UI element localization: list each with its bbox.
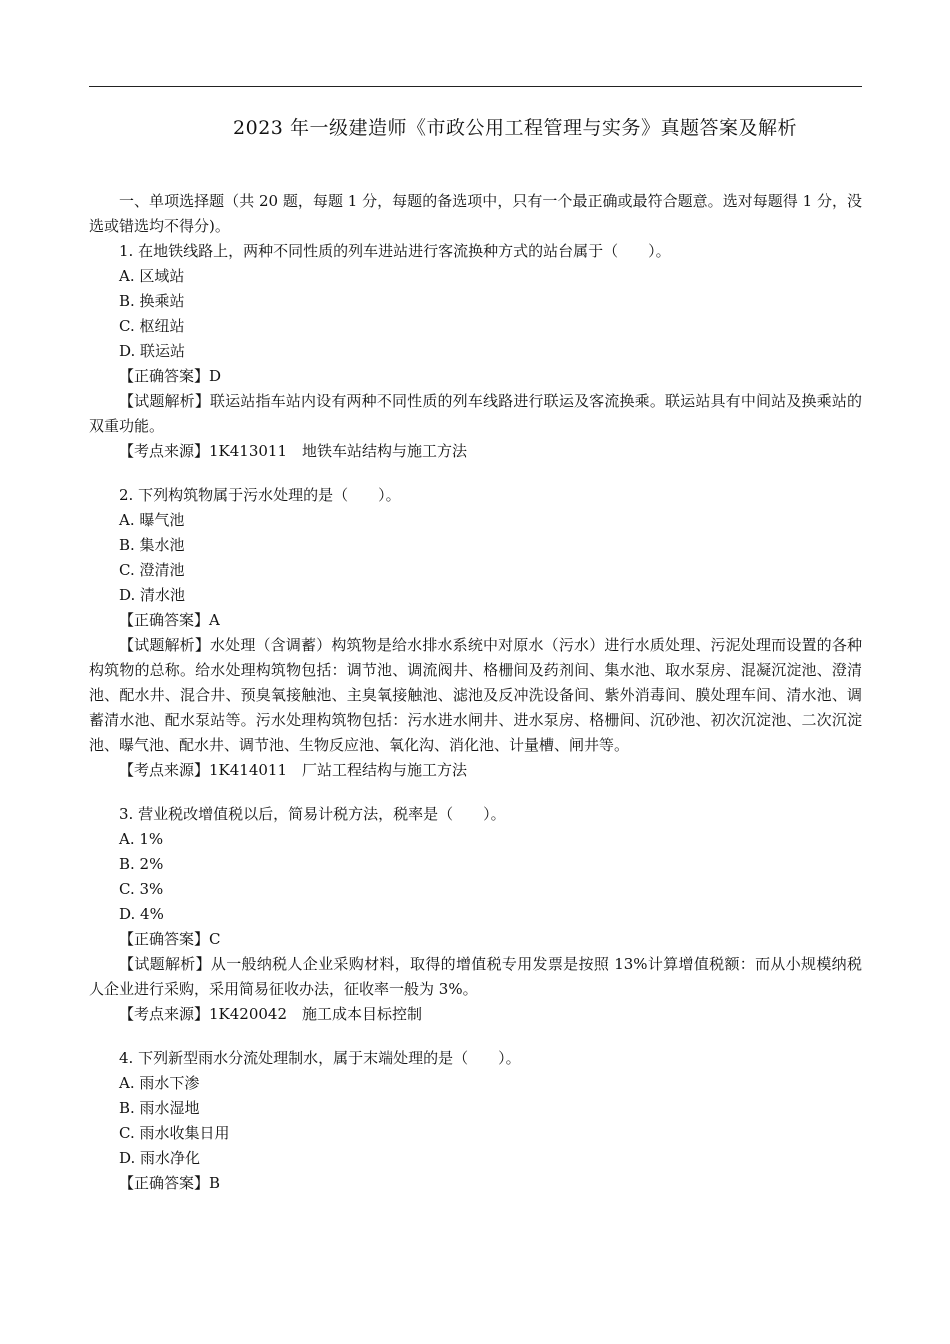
question-stem: 4. 下列新型雨水分流处理制水，属于末端处理的是（ ）。 [119, 1049, 521, 1067]
question-stem: 2. 下列构筑物属于污水处理的是（ ）。 [119, 486, 401, 504]
option-c: C. 3% [119, 880, 164, 898]
option-a: A. 曝气池 [119, 511, 185, 529]
knowledge-source: 【考点来源】1K413011 地铁车站结构与施工方法 [119, 442, 468, 460]
option-a: A. 1% [119, 830, 164, 848]
spacer [89, 783, 862, 802]
correct-answer: 【正确答案】C [119, 930, 221, 948]
document-body [89, 189, 862, 1196]
answer-analysis: 【试题解析】联运站指车站内设有两种不同性质的列车线路进行联运及客流换乘。联运站具有中间站及换乘站的双重功能。 [89, 392, 862, 435]
option-a: A. 区域站 [119, 267, 185, 285]
answer-analysis: 【试题解析】从一般纳税人企业采购材料，取得的增值税专用发票是按照 13%计算增值税额：而从小规模纳税人企业进行采购，采用简易征收办法，征收率一般为 3%。 [89, 955, 862, 998]
option-d: D. 清水池 [119, 586, 186, 604]
option-b: B. 集水池 [119, 536, 185, 554]
correct-answer: 【正确答案】B [119, 1174, 221, 1192]
option-b: B. 雨水湿地 [119, 1099, 200, 1117]
option-c: C. 枢纽站 [119, 317, 185, 335]
spacer [89, 464, 862, 483]
option-a: A. 雨水下渗 [119, 1074, 200, 1092]
knowledge-source: 【考点来源】1K420042 施工成本目标控制 [119, 1005, 423, 1023]
option-d: D. 雨水净化 [119, 1149, 201, 1167]
correct-answer: 【正确答案】A [119, 611, 220, 629]
option-d: D. 联运站 [119, 342, 186, 360]
spacer [89, 1027, 862, 1046]
question-stem: 1. 在地铁线路上，两种不同性质的列车进站进行客流换种方式的站台属于（ ）。 [119, 242, 671, 260]
option-b: B. 换乘站 [119, 292, 185, 310]
option-b: B. 2% [119, 855, 164, 873]
knowledge-source: 【考点来源】1K414011 厂站工程结构与施工方法 [119, 761, 468, 779]
section-intro: 一、单项选择题（共 20 题，每题 1 分，每题的备选项中，只有一个最正确或最符合题意。选对每题得 1 分，没选或错选均不得分)。 [89, 192, 862, 235]
option-d: D. 4% [119, 905, 164, 923]
document-title: 2023 年一级建造师《市政公用工程管理与实务》真题答案及解析 [233, 117, 797, 139]
question-stem: 3. 营业税改增值税以后，简易计税方法，税率是（ ）。 [119, 805, 506, 823]
correct-answer: 【正确答案】D [119, 367, 222, 385]
option-c: C. 雨水收集日用 [119, 1124, 230, 1142]
answer-analysis: 【试题解析】水处理（含调蓄）构筑物是给水排水系统中对原水（污水）进行水质处理、污泥处理而设置的各种构筑物的总称。给水处理构筑物包括：调节池、调流阀井、格栅间及药剂间、集水池、取水泵房、混凝沉淀池、澄清池、配水井、混合井、预臭氧接触池、主臭氧接触池、滤池及反冲洗设备间、紫外消毒间、膜处理车间、清水池、调蓄清水池、配水泵站等。污水处理构筑物包括：污水进水闸井、进水泵房、格栅间、沉砂池、初次沉淀池、二次沉淀池、曝气池、配水井、调节池、生物反应池、氧化沟、消化池、计量槽、闸井等。 [89, 636, 862, 754]
option-c: C. 澄清池 [119, 561, 185, 579]
header-rule [89, 86, 862, 87]
